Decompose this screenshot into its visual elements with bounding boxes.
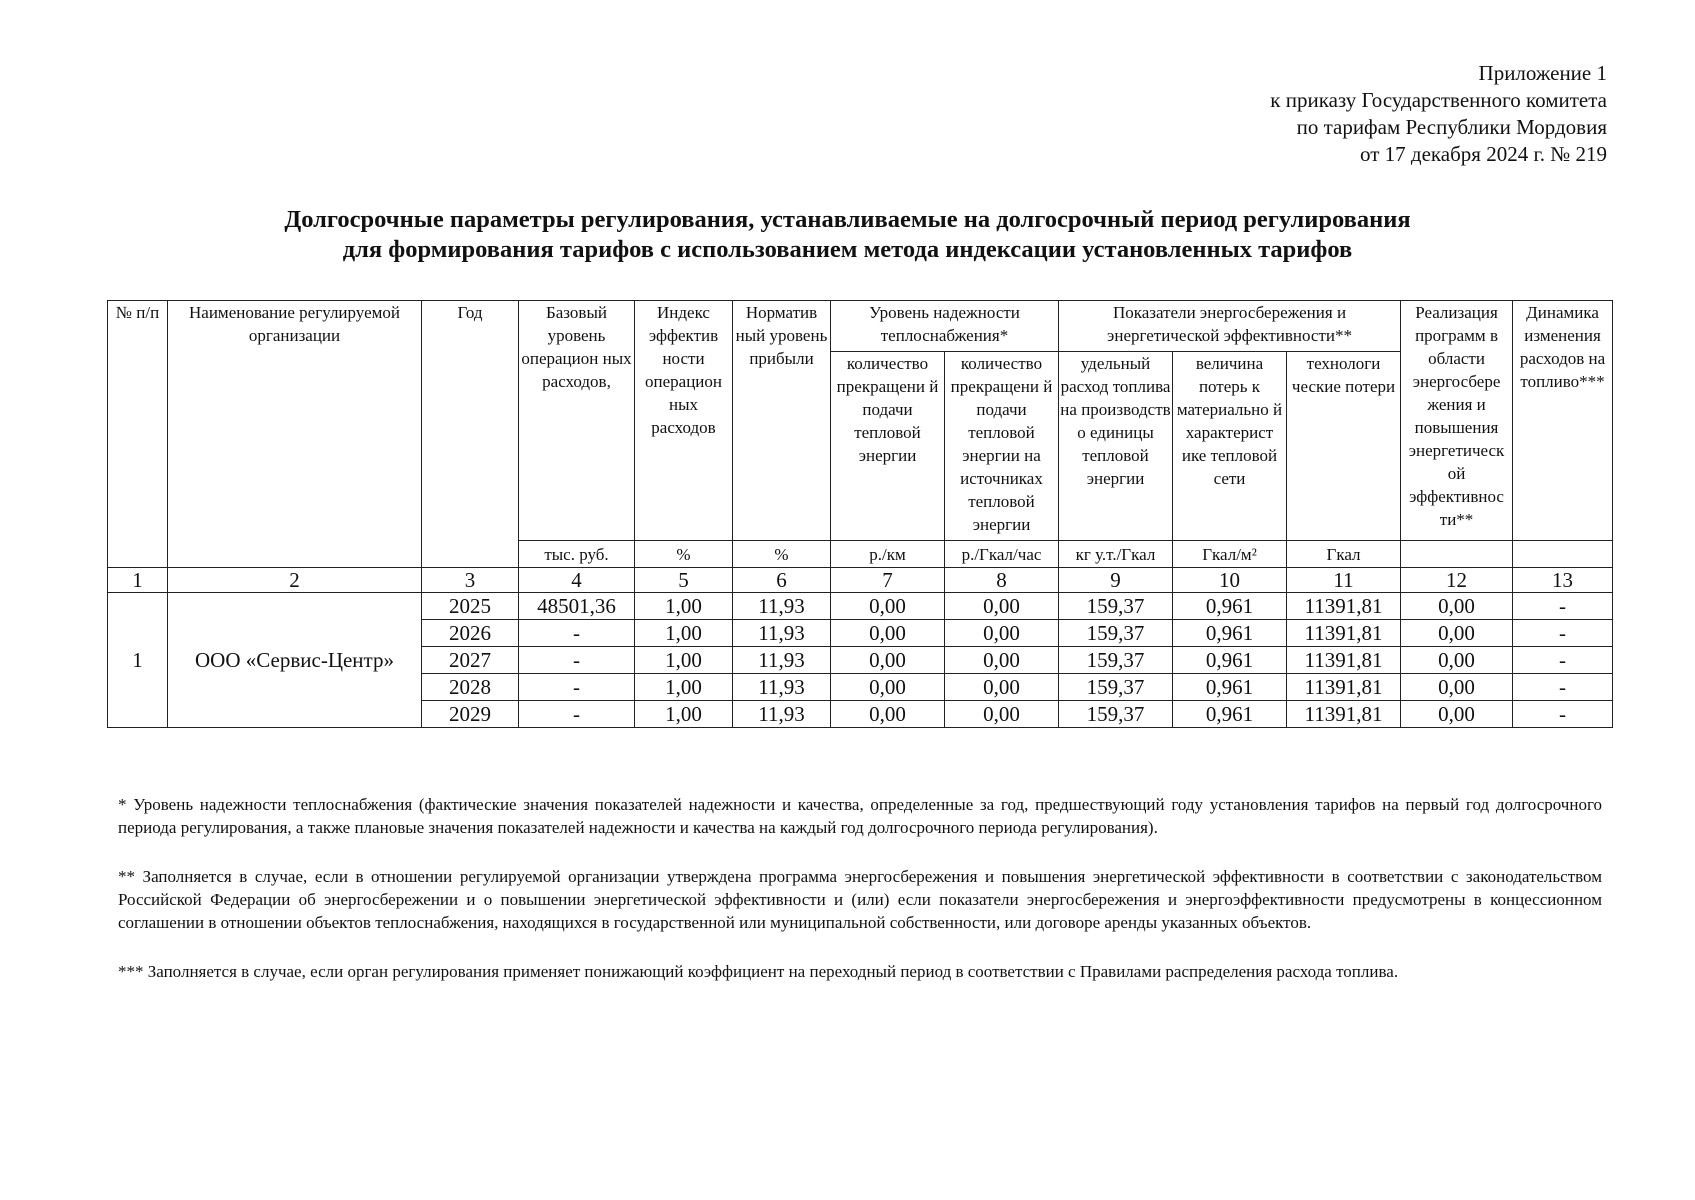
cell-profit: 11,93 [733,674,831,701]
cell-programs: 0,00 [1401,674,1513,701]
column-number: 13 [1513,568,1613,593]
unit-reliability-b: р./Гкал/час [945,541,1059,568]
cell-en-b: 0,961 [1173,674,1287,701]
cell-rel-b: 0,00 [945,701,1059,728]
footnote-2: ** Заполняется в случае, если в отношении регулируемой организации утверждена программа энергосбережения и повышения энергетической эффективности в соответствии с законодательством Российской Федерации об энергосбережении и о повышении энергетической эффективности и (или) если показатели энергосбережения и энергоэффективности предусмотрены в концессионном соглашении в отношении объектов теплоснабжения, находящихся в государственной или муниципальной собственности, или договоре аренды указанных объектов. [118,867,1602,932]
cell-dynamics: - [1513,674,1613,701]
column-number: 7 [831,568,945,593]
cell-rel-a: 0,00 [831,593,945,620]
cell-programs: 0,00 [1401,647,1513,674]
appendix-line-2: к приказу Государственного комитета [1270,88,1607,112]
unit-base: тыс. руб. [519,541,635,568]
appendix-line-4: от 17 декабря 2024 г. № 219 [1360,142,1607,166]
column-number: 11 [1287,568,1401,593]
cell-en-b: 0,961 [1173,701,1287,728]
cell-year: 2029 [422,701,519,728]
cell-index: 1,00 [635,674,733,701]
header-num: № п/п [108,301,168,568]
appendix-line-1: Приложение 1 [1478,61,1607,85]
cell-base: - [519,647,635,674]
cell-en-b: 0,961 [1173,593,1287,620]
unit-programs [1401,541,1513,568]
cell-profit: 11,93 [733,593,831,620]
cell-en-b: 0,961 [1173,620,1287,647]
cell-en-c: 11391,81 [1287,701,1401,728]
unit-energy-b: Гкал/м² [1173,541,1287,568]
header-energy-programs: Реализация программ в области энергосбере жения и повышения энергетическ ой эффективнос ти** [1401,301,1513,541]
column-number: 12 [1401,568,1513,593]
cell-dynamics: - [1513,647,1613,674]
cell-year: 2027 [422,647,519,674]
column-number: 9 [1059,568,1173,593]
header-technological-losses: технологи ческие потери [1287,352,1401,541]
cell-rel-a: 0,00 [831,701,945,728]
cell-rel-b: 0,00 [945,647,1059,674]
unit-reliability-a: р./км [831,541,945,568]
organization-name: ООО «Сервис-Центр» [168,593,422,728]
cell-en-c: 11391,81 [1287,620,1401,647]
cell-rel-b: 0,00 [945,674,1059,701]
cell-index: 1,00 [635,620,733,647]
column-number: 2 [168,568,422,593]
cell-rel-a: 0,00 [831,647,945,674]
cell-year: 2025 [422,593,519,620]
header-reliability: Уровень надежности теплоснабжения* [831,301,1059,352]
title-line-1: Долгосрочные параметры регулирования, устанавливаемые на долгосрочный период регулирования [284,206,1411,233]
header-energy-efficiency: Показатели энергосбережения и энергетической эффективности** [1059,301,1401,352]
footnote-3: *** Заполняется в случае, если орган регулирования применяет понижающий коэффициент на переходный период в соответствии с Правилами распределения расхода топлива. [118,962,1399,981]
header-network-losses: величина потерь к материально й характерист ике тепловой сети [1173,352,1287,541]
unit-energy-a: кг у.т./Гкал [1059,541,1173,568]
cell-index: 1,00 [635,593,733,620]
cell-rel-b: 0,00 [945,620,1059,647]
cell-programs: 0,00 [1401,701,1513,728]
title-line-2: для формирования тарифов с использованием метода индексации установленных тарифов [342,236,1353,263]
cell-index: 1,00 [635,647,733,674]
unit-index: % [635,541,733,568]
cell-en-a: 159,37 [1059,620,1173,647]
header-specific-fuel: удельный расход топлива на производств о единицы тепловой энергии [1059,352,1173,541]
parameters-table [107,300,1613,728]
header-reliability-source-interruptions: количество прекращени й подачи тепловой энергии на источниках тепловой энергии [945,352,1059,541]
column-number: 1 [108,568,168,593]
cell-rel-b: 0,00 [945,593,1059,620]
cell-en-a: 159,37 [1059,647,1173,674]
cell-en-c: 11391,81 [1287,647,1401,674]
cell-base: - [519,701,635,728]
column-number: 10 [1173,568,1287,593]
appendix-line-3: по тарифам Республики Мордовия [1296,115,1607,139]
column-number: 8 [945,568,1059,593]
cell-year: 2028 [422,674,519,701]
cell-base: - [519,620,635,647]
footnote-1: * Уровень надежности теплоснабжения (фактические значения показателей надежности и качества, определенные за год, предшествующий году установления тарифов на первый год долгосрочного периода регулирования, а также плановые значения показателей надежности и качества на каждый год долгосрочного периода регулирования). [118,795,1602,837]
cell-profit: 11,93 [733,701,831,728]
cell-rel-a: 0,00 [831,674,945,701]
cell-index: 1,00 [635,701,733,728]
document-title [0,205,1695,265]
column-number: 5 [635,568,733,593]
cell-en-c: 11391,81 [1287,593,1401,620]
cell-base: 48501,36 [519,593,635,620]
cell-en-a: 159,37 [1059,674,1173,701]
header-profit-level: Норматив ный уровень прибыли [733,301,831,541]
column-number: 6 [733,568,831,593]
cell-profit: 11,93 [733,647,831,674]
header-reliability-interruptions: количество прекращени й подачи тепловой энергии [831,352,945,541]
cell-en-a: 159,37 [1059,701,1173,728]
cell-en-c: 11391,81 [1287,674,1401,701]
header-organization: Наименование регулируемой организации [168,301,422,568]
unit-energy-c: Гкал [1287,541,1401,568]
header-fuel-dynamics: Динамика изменения расходов на топливо*** [1513,301,1613,541]
table-row [108,593,1613,620]
unit-dynamics [1513,541,1613,568]
header-efficiency-index: Индекс эффектив ности операцион ных расходов [635,301,733,541]
header-year: Год [422,301,519,568]
row-number: 1 [108,593,168,728]
cell-profit: 11,93 [733,620,831,647]
column-number: 4 [519,568,635,593]
footnotes [118,793,1602,1009]
column-number-row [108,568,1613,593]
header-base-opex: Базовый уровень операцион ных расходов, [519,301,635,541]
cell-dynamics: - [1513,701,1613,728]
table-body [108,593,1613,728]
cell-programs: 0,00 [1401,593,1513,620]
cell-programs: 0,00 [1401,620,1513,647]
cell-en-a: 159,37 [1059,593,1173,620]
cell-dynamics: - [1513,620,1613,647]
cell-base: - [519,674,635,701]
cell-en-b: 0,961 [1173,647,1287,674]
column-number: 3 [422,568,519,593]
appendix-block [1270,60,1607,168]
cell-rel-a: 0,00 [831,620,945,647]
unit-profit: % [733,541,831,568]
cell-dynamics: - [1513,593,1613,620]
cell-year: 2026 [422,620,519,647]
